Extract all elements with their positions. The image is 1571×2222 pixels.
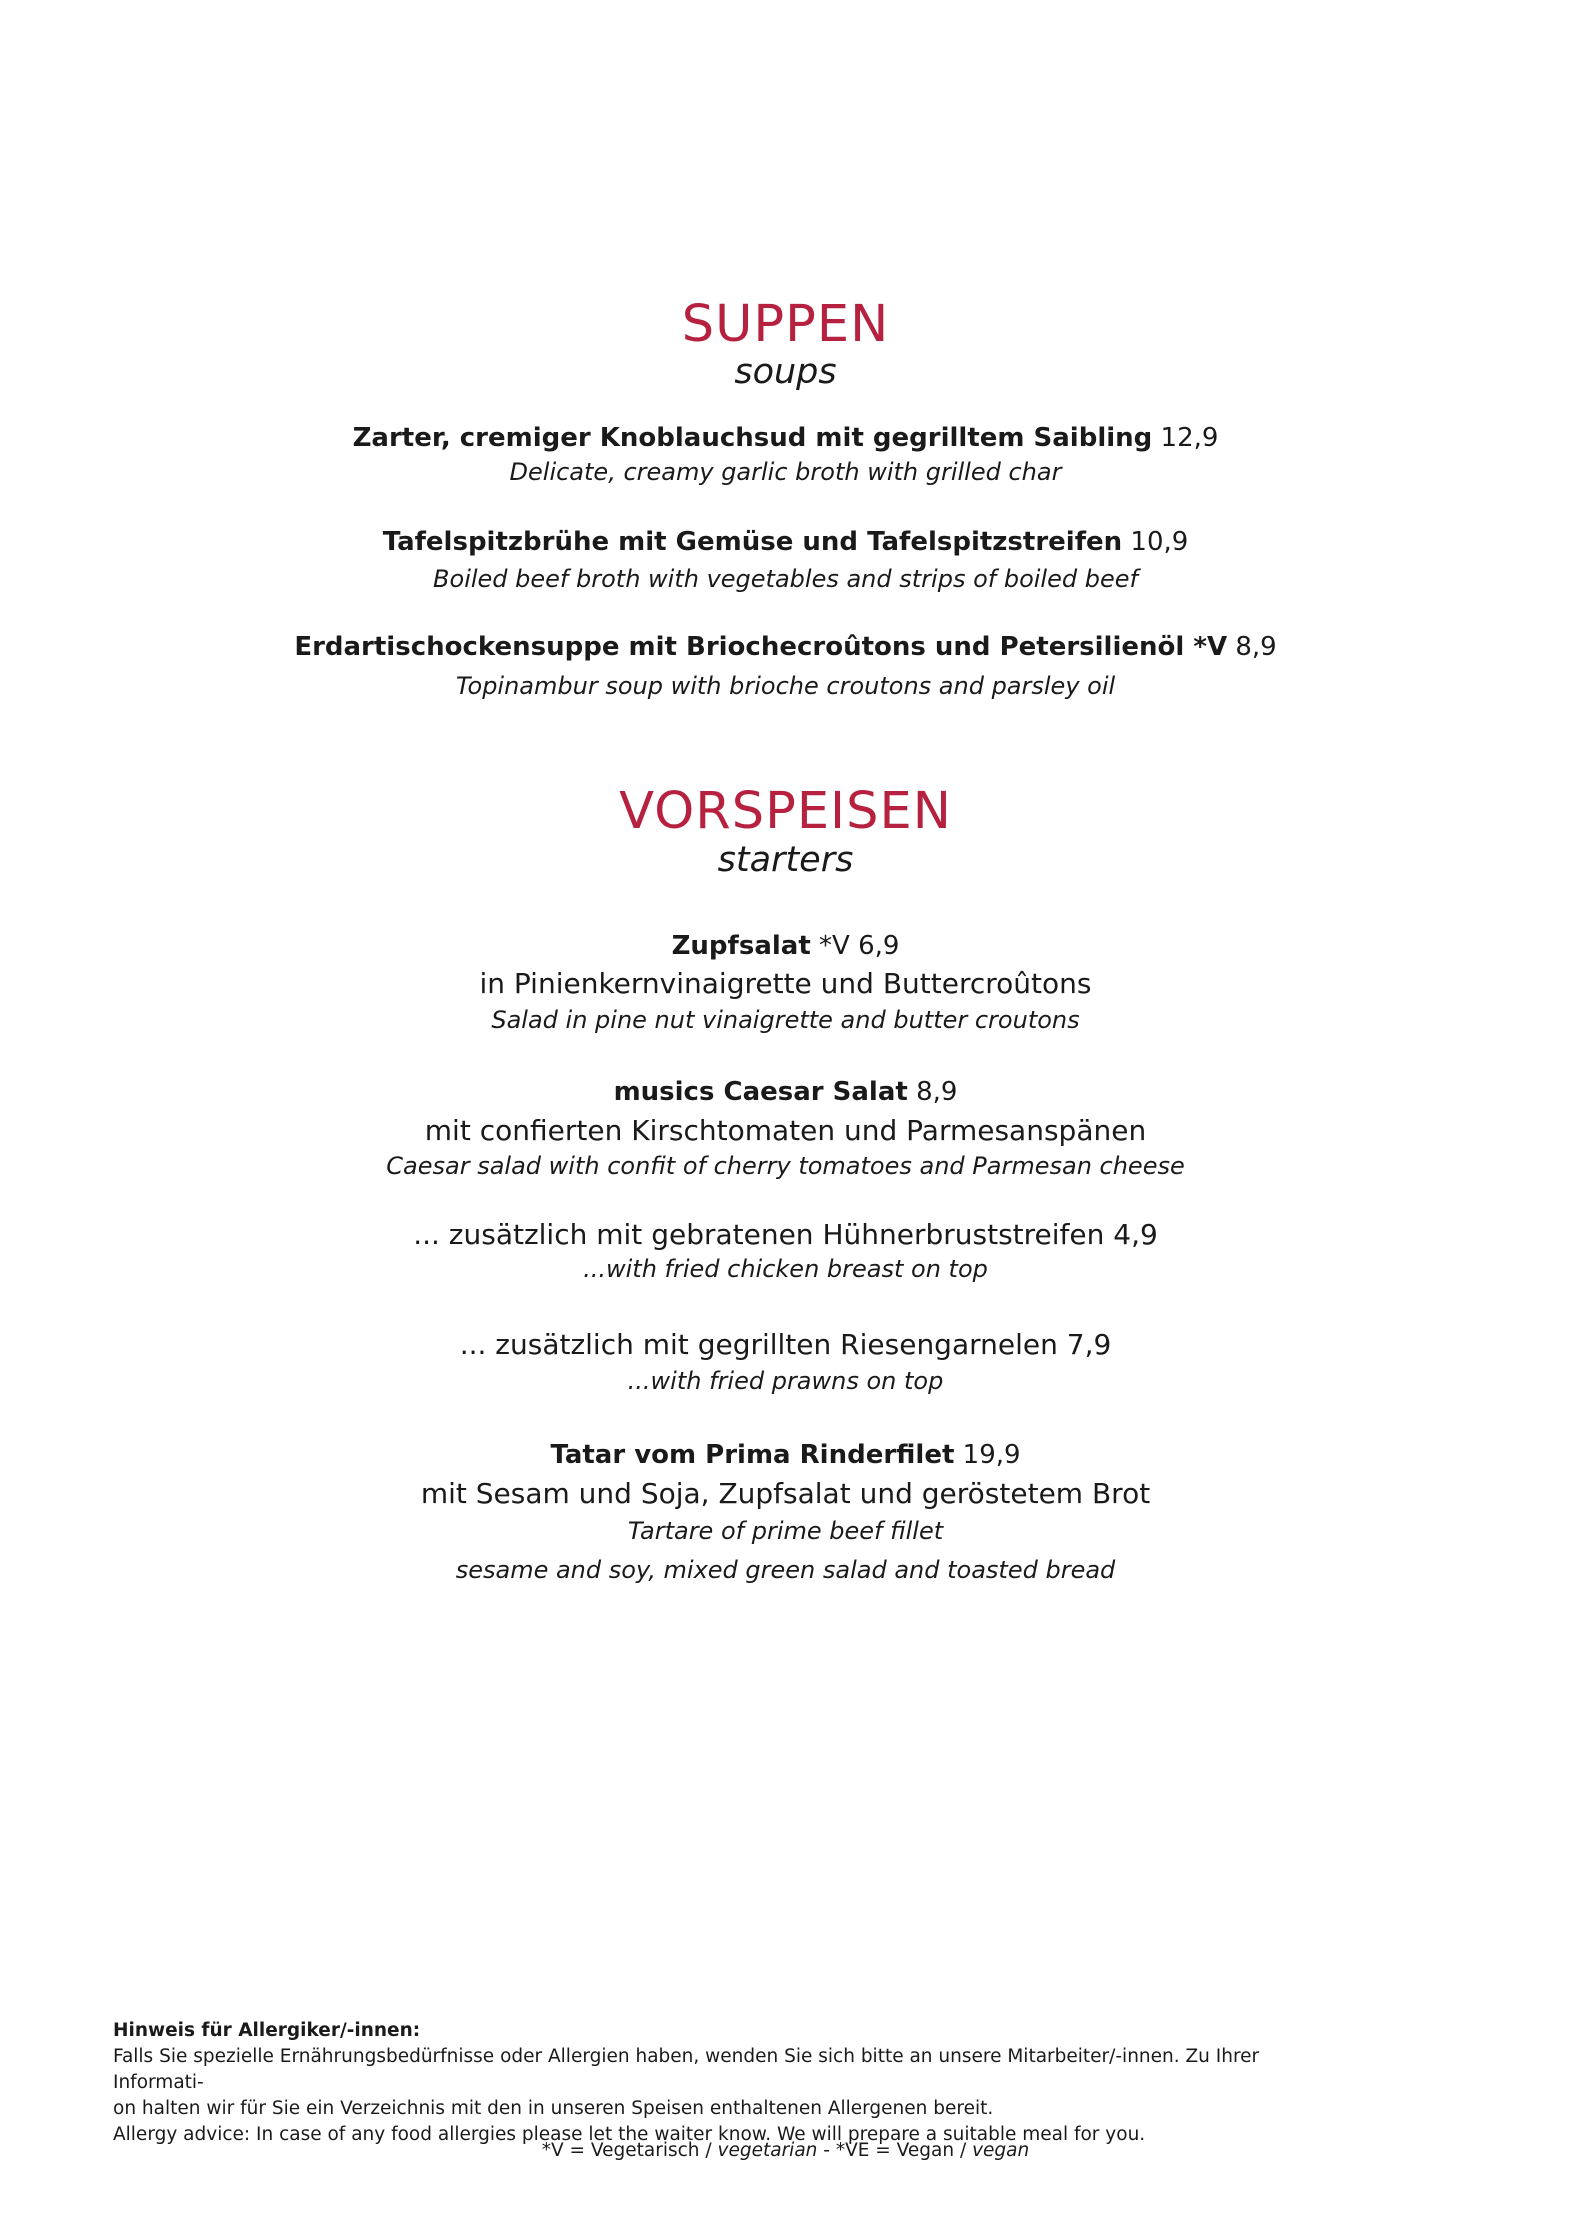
soup-item-2-en: Boiled beef broth with vegetables and strips of boiled beef [433,565,1138,593]
dish-name: Tatar vom Prima Rinderfilet [550,1440,955,1470]
dish-name: Zupfsalat [671,931,811,961]
starter-addon-chicken: ... zusätzlich mit gebratenen Hühnerbruststreifen 4,9 [413,1218,1158,1251]
starter-item-2-en: Caesar salad with confit of cherry tomatoes and Parmesan cheese [386,1152,1185,1180]
dish-price: 19,9 [962,1440,1021,1470]
dish-price: 8,9 [1235,632,1277,662]
starter-addon-chicken-en: ...with fried chicken breast on top [583,1255,988,1283]
starter-item-1-de: in Pinienkernvinaigrette und Buttercroûtons [479,967,1092,1000]
dish-name: musics Caesar Salat [613,1077,908,1107]
starter-item-5-en2: sesame and soy, mixed green salad and toasted bread [455,1556,1116,1584]
soup-item-3 [0,632,1571,663]
dish-price: 10,9 [1130,527,1189,557]
soup-item-1-en: Delicate, creamy garlic broth with grilled char [509,458,1062,486]
soup-item-3-en: Topinambur soup with brioche croutons and parsley oil [455,672,1116,700]
starter-item-5 [0,1440,1571,1471]
starter-item-1-en: Salad in pine nut vinaigrette and butter croutons [491,1006,1080,1034]
dish-name: Erdartischockensuppe mit Briochecroûtons und Petersilienöl *V [294,632,1228,662]
starter-item-5-en: Tartare of prime beef fillet [627,1517,944,1545]
section-subtitle-starters: starters [717,840,854,880]
legend-vegan-label: *VE = Vegan / [835,2140,973,2161]
section-subtitle-soups: soups [734,352,837,392]
allergy-note-line: Allergy advice: In case of any food allergies please let the waiter know. We will prepare a suitable meal for you. [113,2124,1146,2145]
starter-addon-prawns: ... zusätzlich mit gegrillten Riesengarnelen 7,9 [459,1328,1112,1361]
allergy-note-heading: Hinweis für Allergiker/-innen: [113,2020,421,2041]
dish-name: Tafelspitzbrühe mit Gemüse und Tafelspitzstreifen [382,527,1123,557]
allergy-note [113,2018,1343,2148]
starter-item-5-de: mit Sesam und Soja, Zupfsalat und geröstetem Brot [420,1477,1151,1510]
section-title-starters: VORSPEISEN [619,782,952,841]
starter-addon-prawns-en: ...with fried prawns on top [627,1367,944,1395]
soup-item-1 [0,423,1571,454]
legend-separator: - [817,2140,836,2161]
dish-price: 8,9 [916,1077,958,1107]
legend-vegetarian-label: *V = Vegetarisch / [541,2140,718,2161]
dish-name: Zarter, cremiger Knoblauchsud mit gegrilltem Saibling [352,423,1153,453]
diet-legend [0,2142,1571,2161]
soup-item-2 [0,527,1571,558]
section-title-soups: SUPPEN [681,295,890,354]
starter-item-2-de: mit confierten Kirschtomaten und Parmesanspänen [424,1114,1147,1147]
dish-price: *V 6,9 [819,931,900,961]
starter-item-2 [0,1077,1571,1108]
legend-vegetarian-en: vegetarian [717,2140,818,2161]
allergy-note-line: on halten wir für Sie ein Verzeichnis mit den in unseren Speisen enthaltenen Allergenen bereit. [113,2098,994,2119]
legend-vegan-en: vegan [972,2140,1030,2161]
dish-price: 12,9 [1160,423,1219,453]
starter-item-1 [0,931,1571,962]
allergy-note-line: Falls Sie spezielle Ernährungsbedürfnisse oder Allergien haben, wenden Sie sich bitte an unsere Mitarbeiter/-innen. Zu Ihrer Informati- [113,2046,1260,2093]
